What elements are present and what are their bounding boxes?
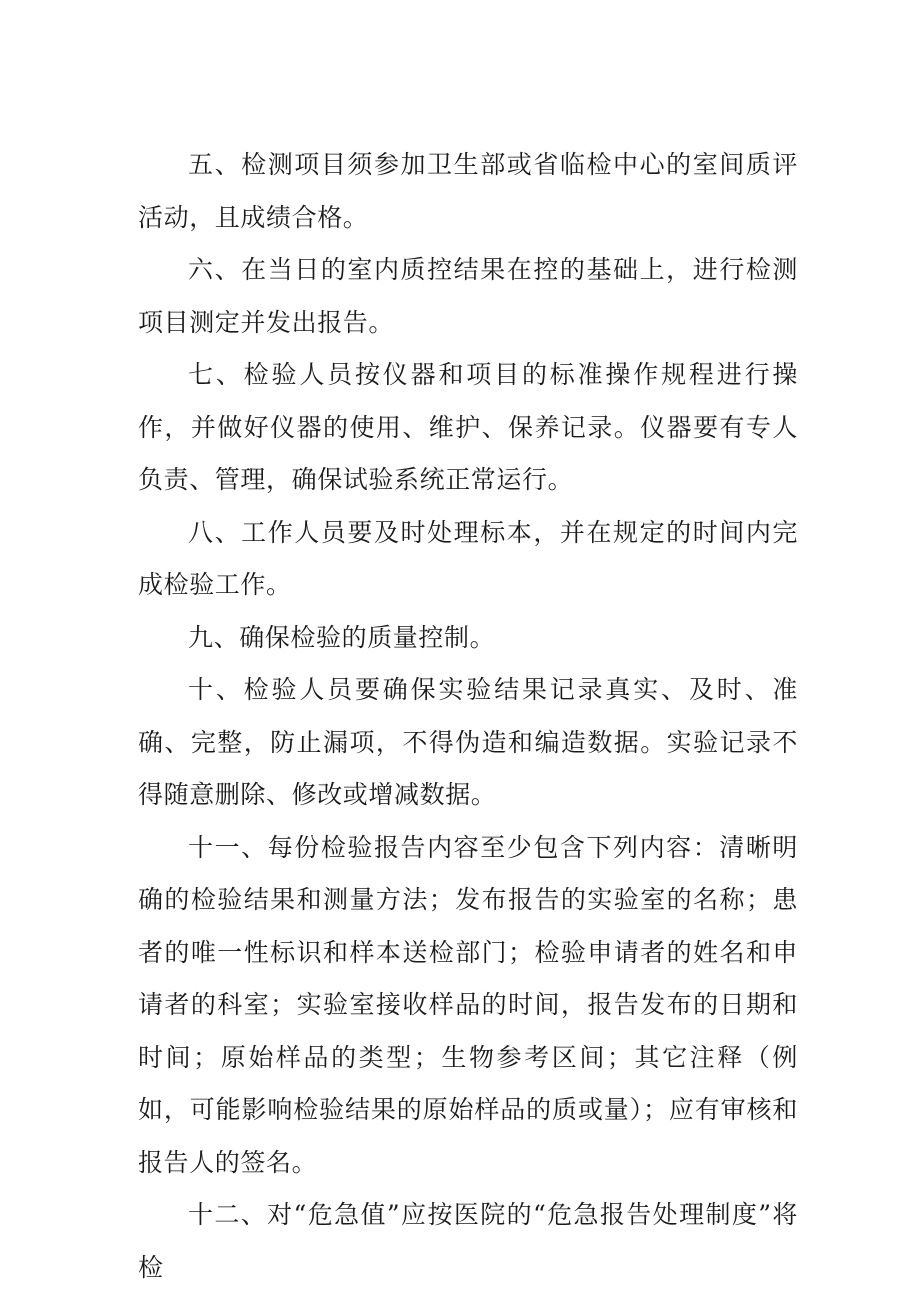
paragraph-8: 八、工作人员要及时处理标本，并在规定的时间内完成检验工作。 <box>138 517 798 599</box>
paragraph-12: 十二、对“危急值”应按医院的“危急报告处理制度”将检 <box>138 1200 798 1282</box>
paragraph-9: 九、确保检验的质量控制。 <box>188 622 496 652</box>
document-body <box>138 139 798 1294</box>
paragraph-10: 十、检验人员要确保实验结果记录真实、及时、准确、完整，防止漏项，不得伪造和编造数据。实验记录不得随意删除、修改或增减数据。 <box>138 675 798 809</box>
paragraph-11: 十一、每份检验报告内容至少包含下列内容：清晰明确的检验结果和测量方法；发布报告的实验室的名称；患者的唯一性标识和样本送检部门；检验申请者的姓名和申请者的科室；实验室接收样品的时间，报告发布的日期和时间；原始样品的类型；生物参考区间；其它注释（例如，可能影响检验结果的原始样品的质或量）；应有审核和报告人的签名。 <box>138 832 798 1177</box>
paragraph-5: 五、检测项目须参加卫生部或省临检中心的室间质评活动，且成绩合格。 <box>138 150 798 232</box>
paragraph-7: 七、检验人员按仪器和项目的标准操作规程进行操作，并做好仪器的使用、维护、保养记录。仪器要有专人负责、管理，确保试验系统正常运行。 <box>138 360 798 494</box>
paragraph-6: 六、在当日的室内质控结果在控的基础上，进行检测项目测定并发出报告。 <box>138 255 798 337</box>
